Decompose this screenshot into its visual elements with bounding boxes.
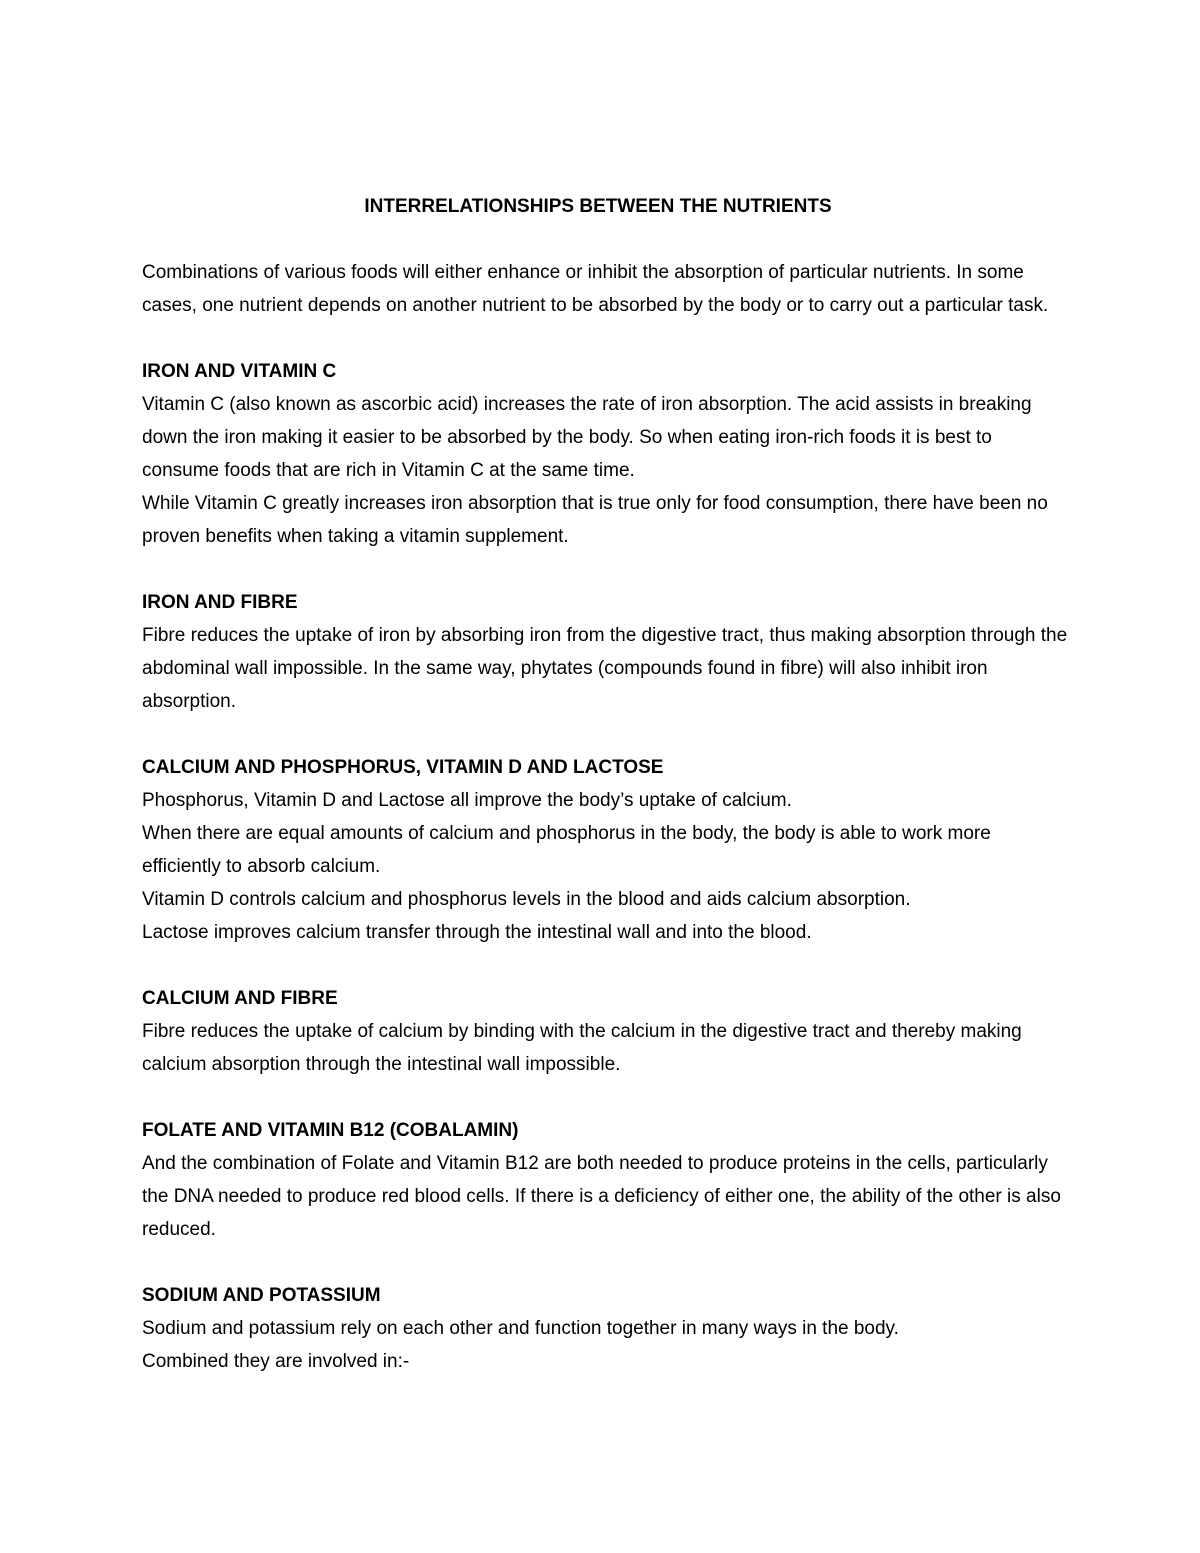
section-paragraph: Vitamin D controls calcium and phosphorus levels in the blood and aids calcium absorption.: [142, 889, 911, 910]
section-paragraph: Combined they are involved in:-: [142, 1351, 410, 1372]
section-heading: SODIUM AND POTASSIUM: [142, 1285, 381, 1306]
section-paragraph: Fibre reduces the uptake of calcium by binding with the calcium in the digestive tract and thereby making calcium absorption through the intestinal wall impossible.: [142, 1021, 1022, 1075]
section-heading: FOLATE AND VITAMIN B12 (COBALAMIN): [142, 1120, 519, 1141]
section-folate-b12: [142, 1114, 1072, 1246]
section-iron-fibre: [142, 586, 1072, 718]
section-paragraph: Fibre reduces the uptake of iron by absorbing iron from the digestive tract, thus making absorption through the abdominal wall impossible. In the same way, phytates (compounds found in fibre) will also inhibit iron absorption.: [142, 625, 1068, 712]
section-calcium-fibre: [142, 982, 1072, 1081]
section-paragraph: Lactose improves calcium transfer through the intestinal wall and into the blood.: [142, 922, 812, 943]
section-heading: CALCIUM AND PHOSPHORUS, VITAMIN D AND LACTOSE: [142, 757, 664, 778]
section-heading: IRON AND FIBRE: [142, 592, 298, 613]
section-paragraph: When there are equal amounts of calcium and phosphorus in the body, the body is able to work more efficiently to absorb calcium.: [142, 823, 991, 877]
section-heading: IRON AND VITAMIN C: [142, 361, 337, 382]
section-calcium-phosphorus: [142, 751, 1072, 949]
section-paragraph: Vitamin C (also known as ascorbic acid) increases the rate of iron absorption. The acid assists in breaking down the iron making it easier to be absorbed by the body. So when eating iron-rich foods it is best to consume foods that are rich in Vitamin C at the same time.: [142, 394, 1032, 481]
section-paragraph: While Vitamin C greatly increases iron absorption that is true only for food consumption, there have been no proven benefits when taking a vitamin supplement.: [142, 493, 1048, 547]
section-paragraph: Phosphorus, Vitamin D and Lactose all improve the body’s uptake of calcium.: [142, 790, 792, 811]
section-heading: CALCIUM AND FIBRE: [142, 988, 338, 1009]
document-title: INTERRELATIONSHIPS BETWEEN THE NUTRIENTS: [364, 196, 832, 217]
section-sodium-potassium: [142, 1279, 1072, 1378]
section-iron-vitamin-c: [142, 355, 1072, 553]
intro-paragraph: Combinations of various foods will either enhance or inhibit the absorption of particular nutrients. In some cases, one nutrient depends on another nutrient to be absorbed by the body or to carry out a particular task.: [142, 262, 1049, 316]
section-paragraph: And the combination of Folate and Vitamin B12 are both needed to produce proteins in the cells, particularly the DNA needed to produce red blood cells. If there is a deficiency of either one, the ability of the other is also reduced.: [142, 1153, 1061, 1240]
section-paragraph: Sodium and potassium rely on each other and function together in many ways in the body.: [142, 1318, 899, 1339]
document-body: [142, 190, 1072, 1411]
